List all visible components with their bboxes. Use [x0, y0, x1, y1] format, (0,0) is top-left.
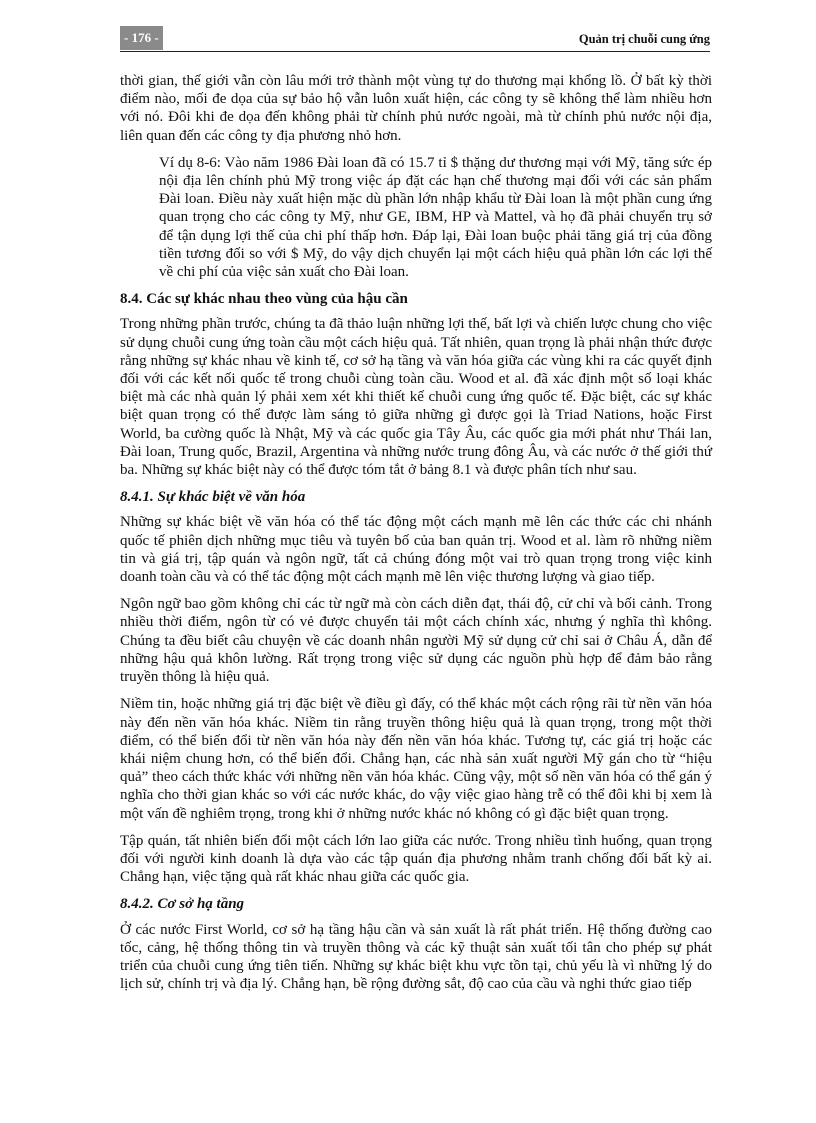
subsection-heading-8-4-2: 8.4.2. Cơ sở hạ tầng: [120, 896, 245, 913]
subsection-heading-8-4-1: 8.4.1. Sự khác biệt về văn hóa: [120, 489, 306, 506]
paragraph-culture-2: Ngôn ngữ bao gồm không chỉ các từ ngữ mà còn cách diễn đạt, thái độ, cử chỉ và bối cảnh. Trong nhiều thời điểm, ngôn từ có vẻ được chuyển tải một cách chính xác, nhưng ý nghĩa thì không. Chúng ta đều biết câu chuyện về các doanh nhân người Mỹ sử dụng cử chỉ sai ở Châu Á, dẫn để những hậu quả khôn lường. Rất trọng trong việc sử dụng các nguồn phù hợp để đảm bảo rằng truyền thông là hiệu quả.: [120, 596, 712, 686]
paragraph-culture-3: Niềm tin, hoặc những giá trị đặc biệt về điều gì đấy, có thể khác một cách rộng rãi từ nền văn hóa này đến nền văn hóa khác. Niềm tin rằng truyền thông hiệu quả là quan trọng, trong một thời điểm, có thể biến đổi từ nền văn hóa này đến nền văn hóa khác. Tương tự, các giá trị hoặc các khái niệm chung hơn, có thể biến đổi. Chẳng hạn, các nhà sản xuất người Mỹ gán cho từ “hiệu quả” theo cách thức khác với những nền văn hóa khác. Cũng vậy, một số nền văn hóa có thể gán ý nghĩa cho thời gian khác so với các nước khác, do vậy việc giao hàng trễ có thể đôi khi bị xem là một vấn đề nghiêm trọng, trong khi ở những nước khác nó không có gì đặc biệt quan trọng.: [120, 696, 712, 822]
example-8-6: Ví dụ 8-6: Vào năm 1986 Đài loan đã có 15.7 tỉ $ thặng dư thương mại với Mỹ, tăng sức ép nội địa lên chính phủ Mỹ trong việc áp đặt các hạn chế thương mại đối với các sản phẩm Đài loan. Điều này xuất hiện mặc dù phần lớn nhập khẩu từ Đài loan là một phần cung ứng quan trọng cho các công ty Mỹ, như GE, IBM, HP và Mattel, và họ đã phải chuyển trụ sở để tận dụng lợi thế của chi phí thấp hơn. Đáp lại, Đài loan buộc phải tăng giá trị của đồng tiền tương đối so với $ Mỹ, do vậy dịch chuyển lại một cách hiệu quả phần lớn các lợi thế về chi phí của việc sản xuất cho Đài loan.: [159, 154, 712, 281]
paragraph-culture-4: Tập quán, tất nhiên biến đổi một cách lớn lao giữa các nước. Trong nhiều tình huống, quan trọng đối với người kinh doanh là dựa vào các tập quán địa phương nhằm tranh chống đối bất kỳ ai. Chẳng hạn, việc tặng quà rất khác nhau giữa các quốc gia.: [120, 832, 712, 886]
paragraph-continuation: thời gian, thế giới vẫn còn lâu mới trở thành một vùng tự do thương mại khổng lồ. Ở bất kỳ thời điểm nào, mối đe dọa của sự bảo hộ vẫn luôn xuất hiện, các công ty sẽ không thể làm nhiều hơn với nó. Đôi khi đe dọa đến không phải từ chính phủ nước ngoài, mà từ chính phủ nước nội địa, liên quan đến các công ty địa phương nhỏ hơn.: [120, 73, 712, 144]
section-heading-8-4: 8.4. Các sự khác nhau theo vùng của hậu cần: [120, 291, 408, 308]
paragraph-section-intro: Trong những phần trước, chúng ta đã thảo luận những lợi thế, bất lợi và chiến lược chung cho việc sử dụng chuỗi cung ứng toàn cầu một cách hiệu quả. Tất nhiên, quan trọng là phải nhận thức được rằng những sự khác nhau về kinh tế, cơ sở hạ tầng và văn hóa giữa các vùng khi ra các quyết định đối với các kết nối quốc tế trong chuỗi cùng toàn cầu. Wood et al. đã xác định một số loại khác biệt mà các nhà quản lý phải xem xét khi thiết kế chuỗi cung ứng quốc tế. Đặc biệt, các sự khác biệt quan trọng có thể được làm sáng tỏ giữa những gì được gọi là Triad Nations, hoặc First World, ba cường quốc là Nhật, Mỹ và các quốc gia Tây Âu, các quốc gia mới phát như Thái lan, Đài loan, Trung quốc, Brazil, Argentina và những nước trung đông Âu, và các nước ở thế giới thứ ba. Những sự khác biệt này có thể được tóm tắt ở bảng 8.1 và được phân tích như sau.: [120, 316, 712, 479]
page-number: - 176 -: [120, 26, 163, 50]
page-header: [120, 26, 710, 52]
running-title: Quản trị chuỗi cung ứng: [578, 32, 710, 46]
paragraph-infrastructure-1: Ở các nước First World, cơ sở hạ tầng hậu cần và sản xuất là rất phát triển. Hệ thống đường cao tốc, cảng, hệ thống thông tin và truyền thông và các kỹ thuật sản xuất tối tân cho phép sự phát triển của chuỗi cung ứng tiên tiến. Những sự khác biệt khu vực tồn tại, chủ yếu là vì những lý do lịch sử, chính trị và địa lý. Chẳng hạn, bề rộng đường sắt, độ cao của cầu và nghi thức giao tiếp: [120, 921, 712, 993]
page-body: [120, 72, 712, 1002]
header-rule: [120, 51, 710, 52]
paragraph-culture-1: Những sự khác biệt về văn hóa có thể tác động một cách mạnh mẽ lên các thức các chi nhánh quốc tế phiên dịch những mục tiêu và tuyên bố của ban quản trị. Wood et al. làm rõ những niềm tin và giá trị, tập quán và ngôn ngữ, tất cả chúng đóng một vai trò quan trọng trong việc kinh doanh toàn cầu và có thể tác động một cách mạnh mẽ lên việc thương lượng và giao tiếp.: [120, 514, 712, 586]
